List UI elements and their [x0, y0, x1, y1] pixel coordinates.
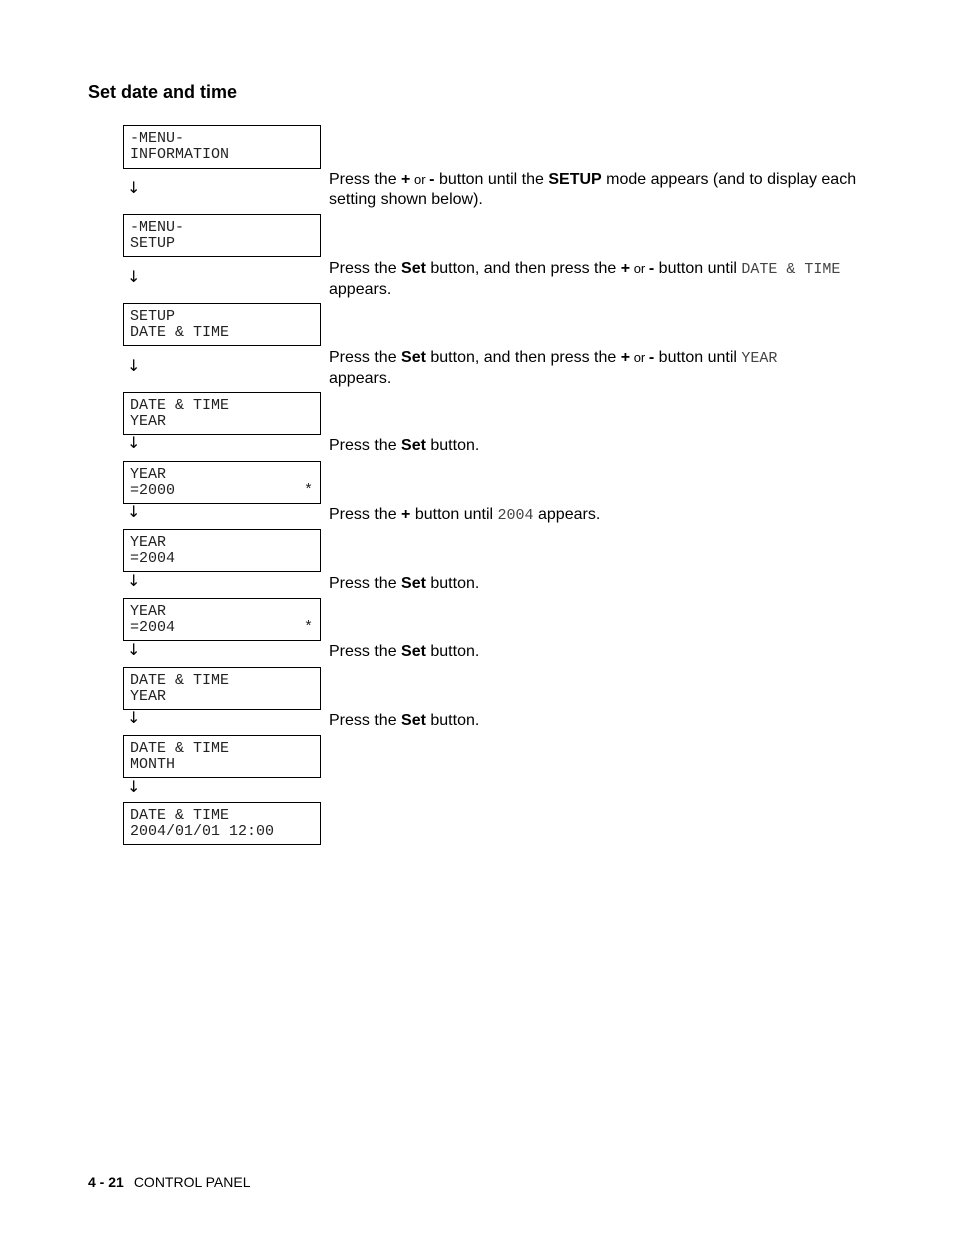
lcd-line-2: SETUP — [130, 234, 176, 252]
instruction-8: Press the Set button. — [329, 712, 480, 729]
instruction-3: Press the Set button, and then press the + or - button until YEAR appears. — [329, 349, 778, 387]
lcd-value: =2000 — [130, 481, 176, 499]
lcd-display-6 — [123, 529, 321, 572]
lcd-display-5 — [123, 461, 321, 504]
section-name: CONTROL PANEL — [133, 1174, 251, 1190]
lcd-display-7 — [123, 598, 321, 641]
lcd-line-1: -MENU- — [130, 130, 185, 147]
lcd-line-1: DATE & TIME — [130, 740, 230, 757]
lcd-display-1 — [123, 125, 321, 169]
instruction-2: Press the Set button, and then press the + or - button until DATE & TIME appears. — [329, 260, 841, 298]
down-arrow-icon: ↓ — [127, 178, 141, 197]
lcd-text-reference: YEAR — [741, 350, 778, 367]
lcd-display-10 — [123, 802, 321, 845]
lcd-line-2: MONTH — [130, 755, 176, 773]
lcd-line-1: YEAR — [130, 534, 167, 551]
lcd-display-8 — [123, 667, 321, 710]
lcd-line-2: INFORMATION — [130, 145, 230, 163]
down-arrow-icon: ↓ — [127, 356, 141, 375]
instruction-6: Press the Set button. — [329, 575, 480, 592]
lcd-line-2: YEAR — [130, 412, 167, 430]
down-arrow-icon: ↓ — [127, 708, 141, 727]
instruction-7: Press the Set button. — [329, 643, 480, 660]
lcd-setting-star: * — [303, 618, 313, 636]
down-arrow-icon: ↓ — [127, 777, 141, 796]
down-arrow-icon: ↓ — [127, 640, 141, 659]
lcd-line-1: DATE & TIME — [130, 807, 230, 824]
page-footer — [88, 1174, 251, 1190]
lcd-display-4 — [123, 392, 321, 435]
lcd-line-2: =2004 — [130, 549, 176, 567]
lcd-display-3 — [123, 303, 321, 346]
down-arrow-icon: ↓ — [127, 571, 141, 590]
lcd-value: =2004 — [130, 618, 176, 636]
lcd-line-1: YEAR — [130, 466, 167, 483]
lcd-line-1: DATE & TIME — [130, 397, 230, 414]
lcd-display-2 — [123, 214, 321, 257]
lcd-line-2: 2004/01/01 12:00 — [130, 822, 275, 840]
lcd-line-1: DATE & TIME — [130, 672, 230, 689]
instruction-5: Press the + button until 2004 appears. — [329, 506, 601, 524]
lcd-line-2 — [124, 483, 320, 499]
page-title: Set date and time — [88, 82, 238, 102]
lcd-line-2 — [124, 620, 320, 636]
lcd-line-1: -MENU- — [130, 219, 185, 236]
down-arrow-icon: ↓ — [127, 267, 141, 286]
lcd-text-reference: DATE & TIME — [741, 261, 841, 278]
lcd-line-2: DATE & TIME — [130, 323, 230, 341]
lcd-setting-star: * — [303, 481, 313, 499]
lcd-line-1: YEAR — [130, 603, 167, 620]
instruction-4: Press the Set button. — [329, 437, 480, 454]
instruction-1: Press the + or - button until the SETUP mode appears (and to display each setting shown below). — [329, 171, 857, 208]
lcd-line-1: SETUP — [130, 308, 176, 325]
page-number: 4 - 21 — [88, 1174, 124, 1190]
down-arrow-icon: ↓ — [127, 502, 141, 521]
lcd-display-9 — [123, 735, 321, 778]
lcd-text-reference: 2004 — [497, 507, 534, 524]
lcd-line-2: YEAR — [130, 687, 167, 705]
down-arrow-icon: ↓ — [127, 433, 141, 452]
